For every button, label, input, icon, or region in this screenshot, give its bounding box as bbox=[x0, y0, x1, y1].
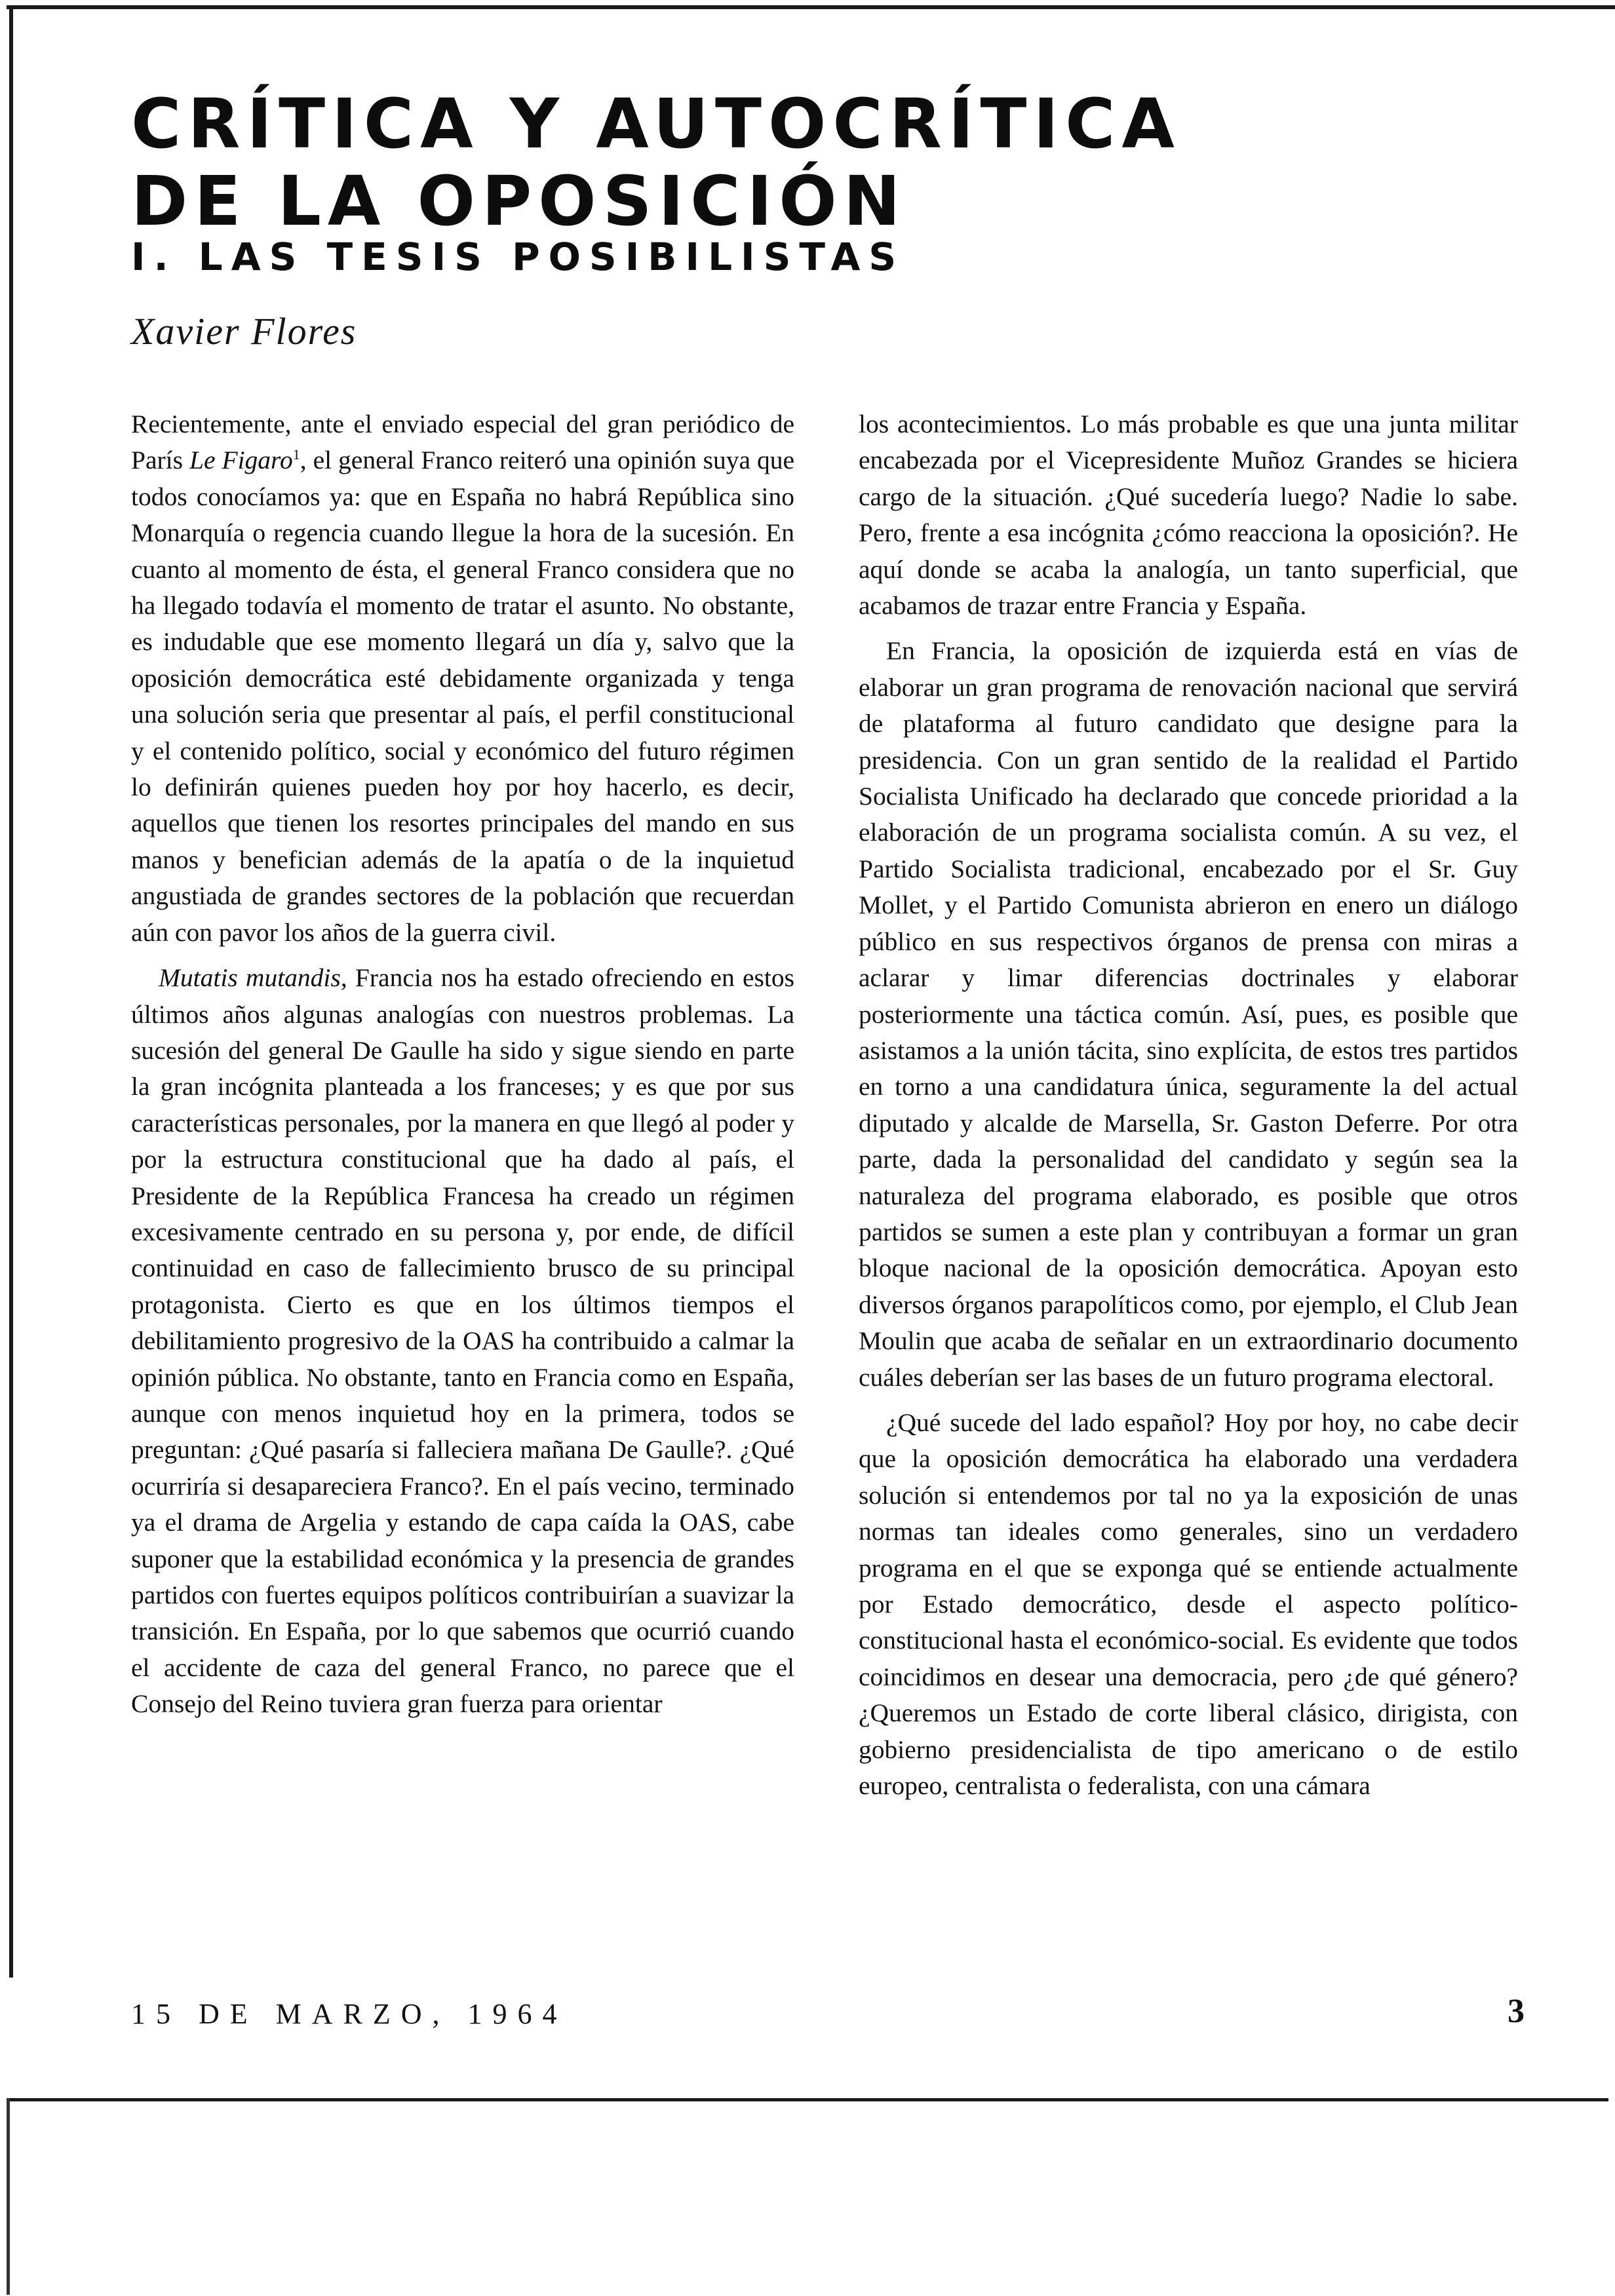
paragraph-text: , el general Franco reiteró una opinión suya que todos conocíamos ya: que en España no habrá República sino Monarquía o regencia cuando llegue la hora de la sucesión. En cuanto al momento de ésta, el general Franco considera que no ha llegado todavía el momento de tratar el asunto. No obstante, es indudable que ese momento llegará un día y, salvo que la oposición democrática esté debidamente organizada y tenga una solución seria que presentar al país, el perfil constitucional y el contenido político, social y económico del futuro régimen lo definirán quienes pueden hoy por hoy hacerlo, es decir, aquellos que tienen los resortes principales del mando en sus manos y benefician además de la apatía o de la inquietud angustiada de grandes sectores de la población que recuerdan aún con pavor los años de la guerra civil. bbox=[131, 446, 795, 947]
left-border-rule bbox=[9, 5, 13, 1978]
bottom-border-rule bbox=[9, 2098, 1608, 2101]
article-title bbox=[131, 85, 1181, 240]
paragraph-left-2 bbox=[131, 960, 794, 1723]
paragraph-right-3: ¿Qué sucede del lado español? Hoy por hoy, no cabe decir que la oposición democrática ha elaborado una verdadera solución si entendemos por tal no ya la exposición de unas normas tan ideales como generales, sino un verdadero programa en el que se exponga qué se entiende actualmente por Estado democrático, desde el aspecto político-constitucional hasta el económico-social. Es evidente que todos coincidimos en desear una democracia, pero ¿de qué género? ¿Queremos un Estado de corte liberal clásico, dirigista, con gobierno presidencialista de tipo americano o de estilo europeo, centralista o federalista, con una cámara bbox=[859, 1407, 1518, 1801]
body-column-right bbox=[859, 406, 1518, 1804]
footnote-marker: 1 bbox=[292, 446, 300, 463]
paragraph-right-2: En Francia, la oposición de izquierda está en vías de elaborar un gran programa de renovación nacional que servirá de plataforma al futuro candidato que designe para la presidencia. Con un gran sentido de la realidad el Partido Socialista Unificado ha declarado que concede prioridad a la elaboración de un programa socialista común. A su vez, el Partido Socialista tradicional, encabezado por el Sr. Guy Mollet, y el Partido Comunista abrieron en enero un diálogo público en sus respectivos órganos de prensa con miras a aclarar y limar diferencias doctrinales y elaborar posteriormente una táctica común. Así, pues, es posible que asistamos a la unión tácita, sino explícita, de estos tres partidos en torno a una candidatura única, seguramente la del actual diputado y alcalde de Marsella, Sr. Gaston Deferre. Por otra parte, dada la personalidad del candidato y según sea la naturaleza del programa elaborado, es posible que otros partidos se sumen a este plan y contribuyan a formar un gran bloque nacional de la oposición democrática. Apoyan esto diversos órganos parapolíticos como, por ejemplo, el Club Jean Moulin que acaba de señalar en un extraordinario documento cuáles deberían ser las bases de un futuro programa electoral. bbox=[859, 636, 1518, 1392]
paragraph-left-1 bbox=[131, 406, 794, 951]
newspaper-title: Le Figaro bbox=[189, 446, 293, 475]
paragraph-right-1: los acontecimientos. Lo más probable es que una junta militar encabezada por el Vicepresidente Muñoz Grandes se hiciera cargo de la situación. ¿Qué sucedería luego? Nadie lo sabe. Pero, frente a esa incógnita ¿cómo reacciona la oposición?. He aquí donde se acaba la analogía, un tanto superficial, que acabamos de trazar entre Francia y España. bbox=[859, 410, 1518, 621]
article-title-line-1: CRÍTICA Y AUTOCRÍTICA bbox=[131, 84, 1181, 164]
left-lower-border-rule bbox=[7, 2098, 10, 2295]
paragraph-text: Francia nos ha estado ofreciendo en estos últimos años algunas analogías con nuestros problemas. La sucesión del general De Gaulle ha sido y sigue siendo en parte la gran incógnita planteada a los franceses; y es que por sus características personales, por la manera en que llegó al poder y por la estructura constitucional que ha dado al país, el Presidente de la República Francesa ha creado un régimen excesivamente centrado en su persona y, por ende, de difícil continuidad en caso de fallecimiento brusco de su principal protagonista. Cierto es que en los últimos tiempos el debilitamiento progresivo de la OAS ha contribuido a calmar la opinión pública. No obstante, tanto en Francia como en España, aunque con menos inquietud hoy en la primera, todos se preguntan: ¿Qué pasaría si falleciera mañana De Gaulle?. ¿Qué ocurriría si desapareciera Franco?. En el país vecino, terminado ya el drama de Argelia y estando de capa caída la OAS, cabe suponer que la estabilidad económica y la presencia de grandes partidos con fuertes equipos políticos contribuirían a suavizar la transición. En España, por lo que sabemos que ocurrió cuando el accidente de caza del general Franco, no parece que el Consejo del Reino tuviera gran fuerza para orientar bbox=[131, 963, 795, 1719]
latin-phrase: Mutatis mutandis, bbox=[159, 963, 347, 993]
page-number: 3 bbox=[1508, 1993, 1525, 2030]
top-border-rule bbox=[7, 5, 1615, 9]
article-subtitle: I. LAS TESIS POSIBILISTAS bbox=[131, 235, 905, 279]
body-column-left bbox=[131, 406, 794, 1723]
article-author: Xavier Flores bbox=[131, 310, 357, 353]
paragraph-text: Recientemente, ante el enviado especial del gran periódico de París bbox=[131, 410, 794, 475]
article-title-line-2: DE LA OPOSICIÓN bbox=[131, 161, 907, 241]
footer-date: 15 DE MARZO, 1964 bbox=[131, 1998, 568, 2030]
